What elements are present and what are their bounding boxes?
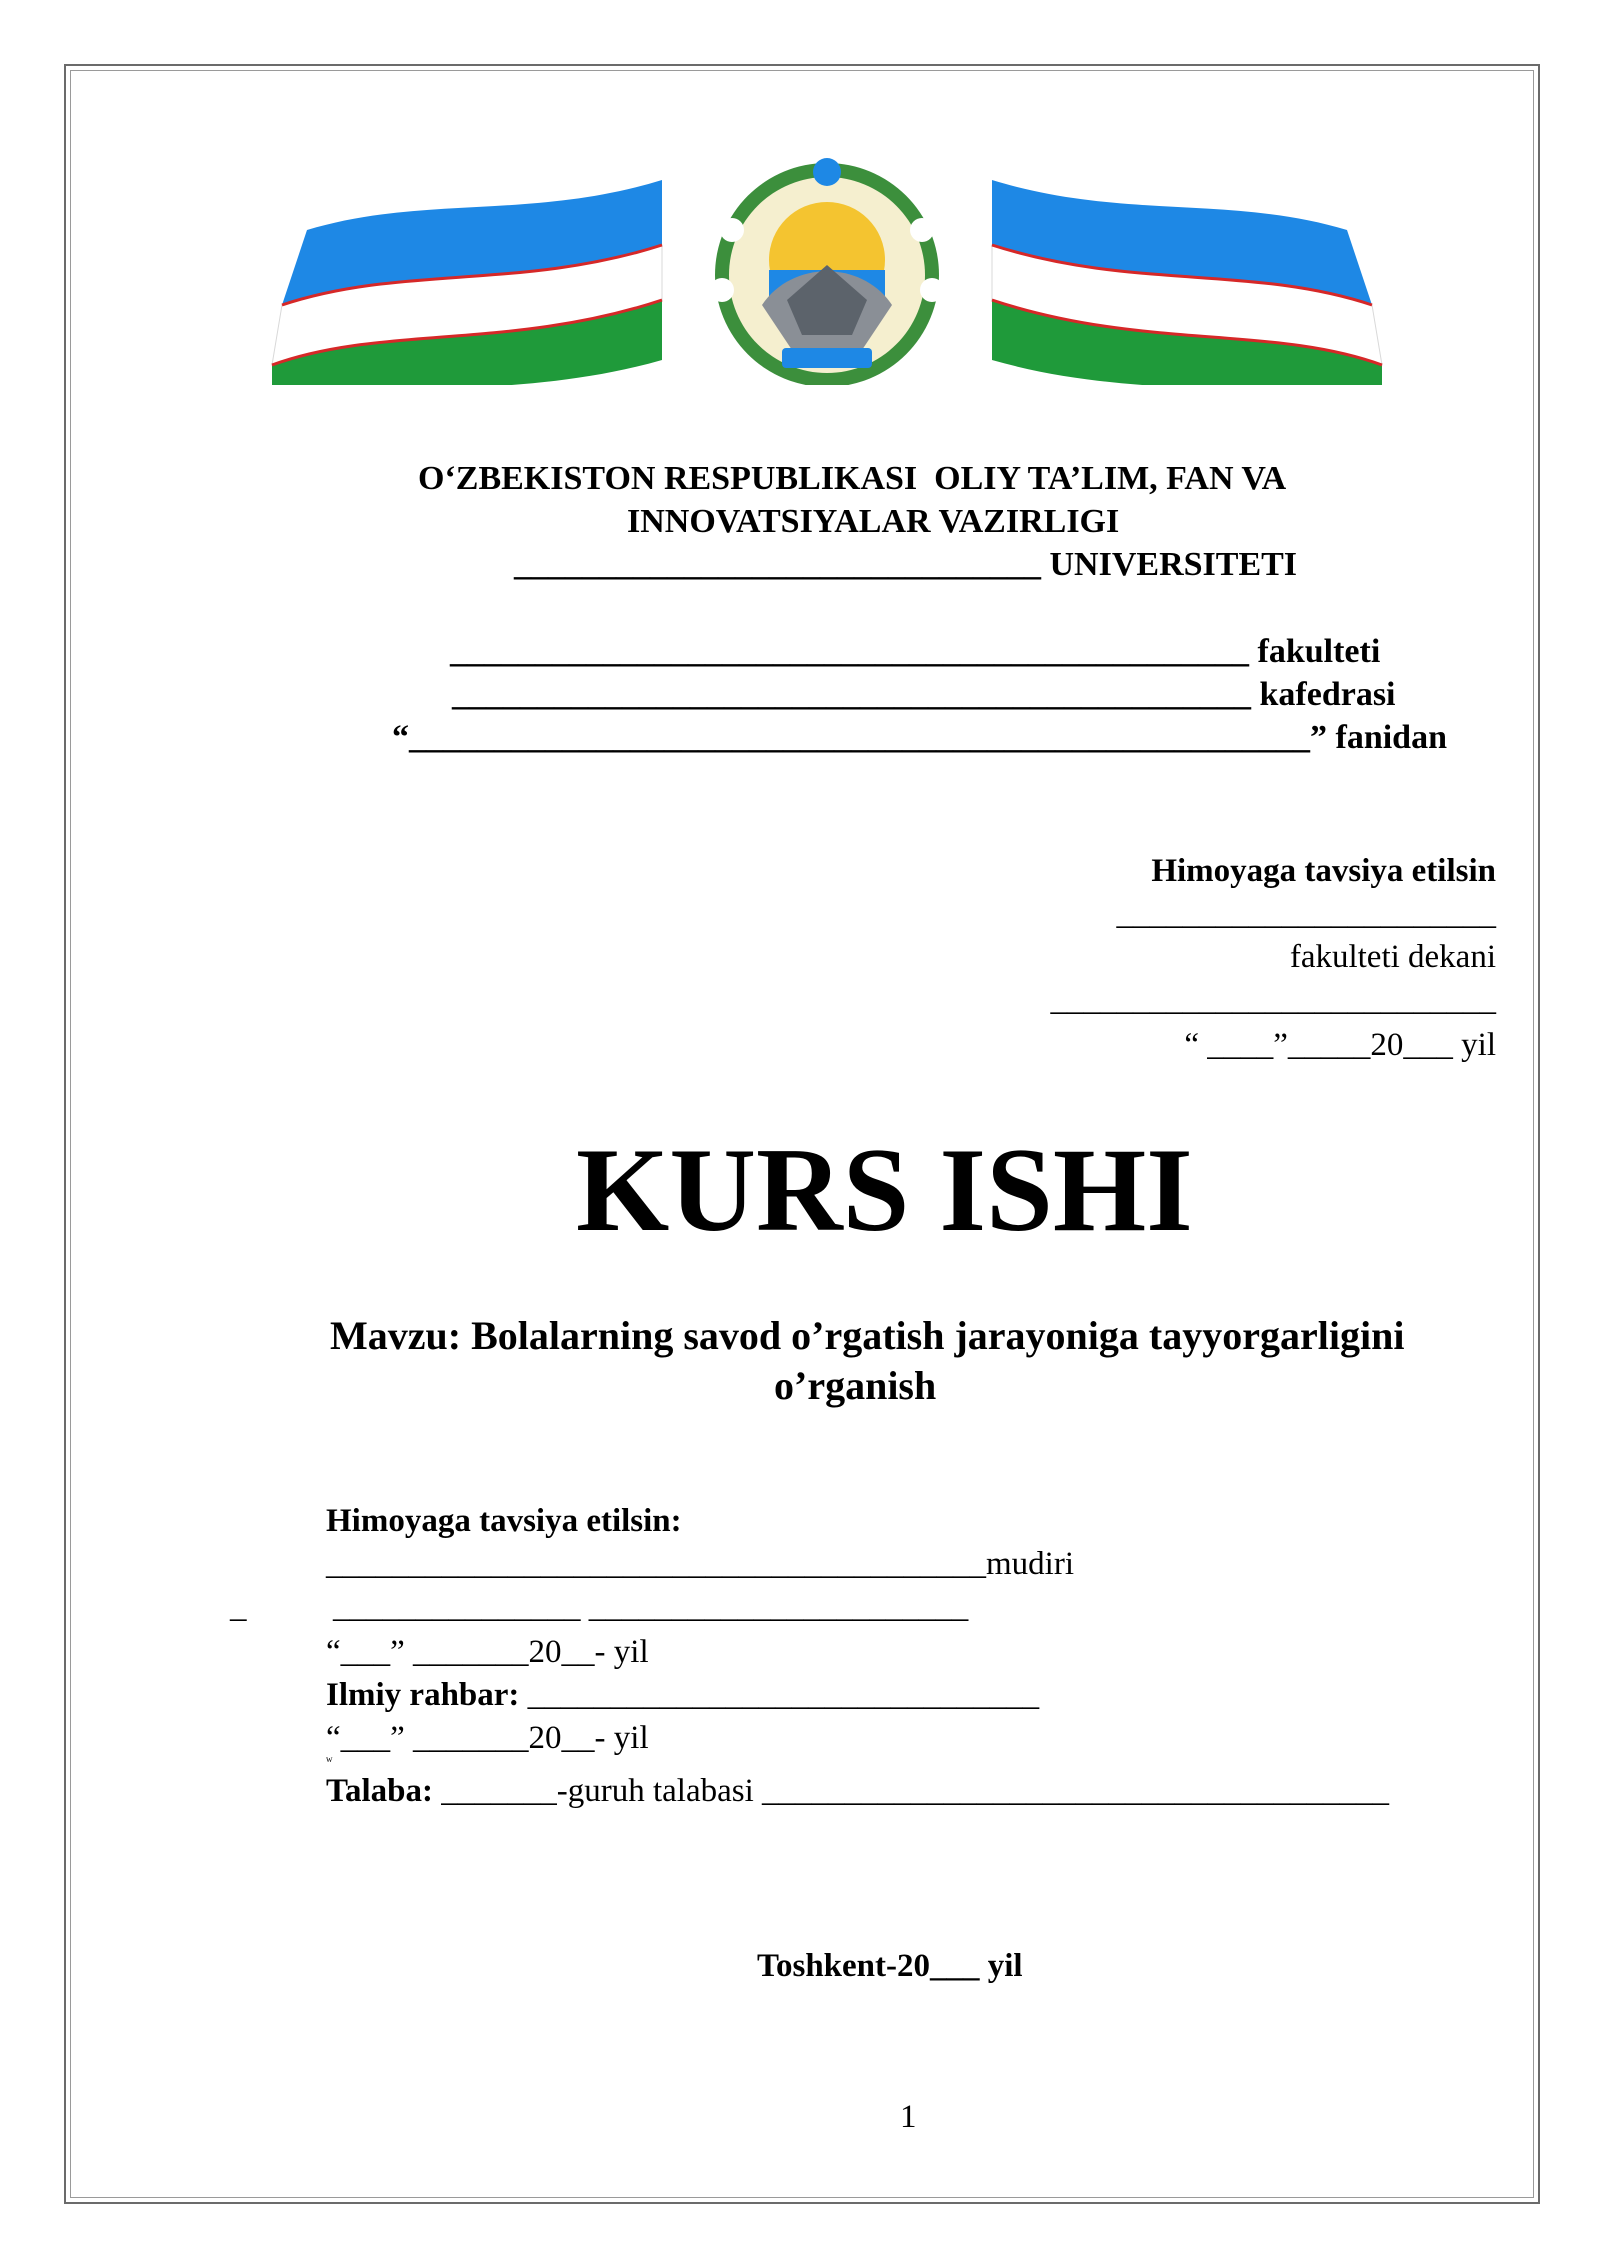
topic-line-2: o’rganish — [774, 1363, 937, 1408]
page-number: 1 — [900, 2099, 917, 2135]
ministry-line-1: O‘ZBEKISTON RESPUBLIKASI OLIY TA’LIM, FAN VA — [418, 460, 1287, 497]
supervisor-label: Ilmiy rahbar: — [326, 1677, 520, 1713]
ministry-line-2: INNOVATSIYALAR VAZIRLIGI — [627, 503, 1120, 540]
approval-blank-top-2: ___________________________ — [1050, 982, 1496, 1018]
city-year: Toshkent-20___ yil — [757, 1948, 1023, 1984]
head-of-department-line: ________________________________________mudiri — [326, 1546, 1074, 1582]
student-group-blank: _______-guruh talabasi ______________________________________ — [433, 1773, 1390, 1809]
approval-heading-bottom: Himoyaga tavsiya etilsin: — [326, 1503, 682, 1539]
student-line — [326, 1770, 1389, 1812]
supervisor-blank: _______________________________ — [519, 1677, 1040, 1713]
document-title: KURS ISHI — [576, 1123, 1193, 1256]
date-line-2: “___” _______20__- yil — [326, 1720, 649, 1756]
approval-heading-top: Himoyaga tavsiya etilsin — [1151, 853, 1496, 889]
date-line-1: “___” _______20__- yil — [326, 1634, 649, 1670]
faculty-line: _______________________________________________ fakulteti — [450, 633, 1381, 670]
approval-date-top: “ ____”_____20___ yil — [1184, 1027, 1496, 1063]
student-label: Talaba: — [326, 1773, 433, 1809]
subject-line: “_____________________________________________________” fanidan — [392, 719, 1447, 756]
state-emblem-flag-image — [262, 150, 1392, 385]
department-line: _______________________________________________ kafedrasi — [452, 676, 1396, 713]
supervisor-line — [326, 1674, 1039, 1716]
tiny-mark: w — [326, 1754, 333, 1764]
signature-blanks: _______________ _______________________ — [333, 1589, 969, 1625]
topic-line-1: Mavzu: Bolalarning savod o’rgatish jarayoniga tayyorgarligini — [330, 1313, 1405, 1358]
dean-label: fakulteti dekani — [1289, 939, 1496, 975]
stray-dash: _ — [230, 1589, 247, 1625]
approval-blank-top: _______________________ — [1116, 896, 1496, 932]
university-line: _______________________________ UNIVERSITETI — [514, 546, 1298, 583]
